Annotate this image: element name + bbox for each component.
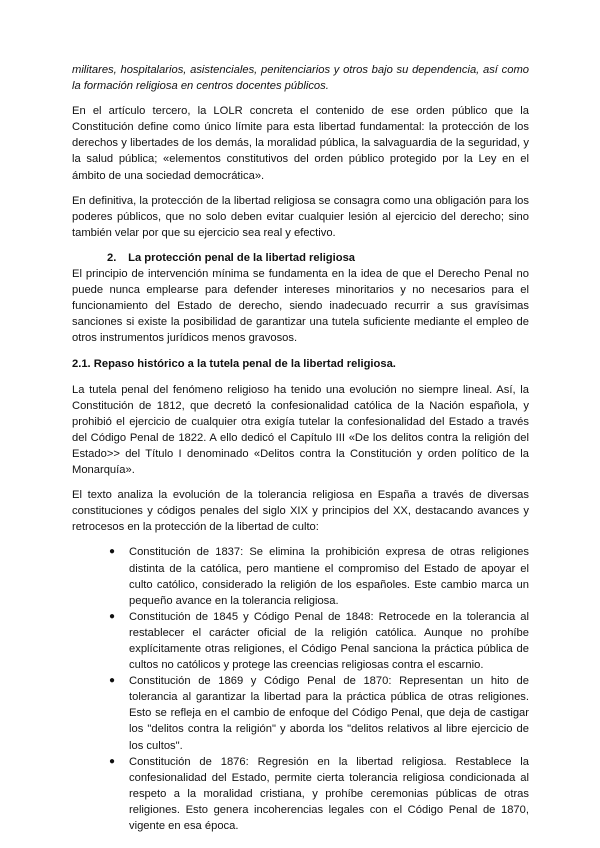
paragraph-article-three: En el artículo tercero, la LOLR concreta el contenido de ese orden público que la Constitución define como único límite para esta libertad fundamental: la protección de los derechos y libertades de los demás, la moralidad pública, la salvaguardia de la seguridad, y la salud pública; «elementos constitutivos del orden público protegido por la Ley en el ámbito de una sociedad democrática». [72, 105, 529, 182]
section-2-heading [72, 250, 529, 266]
constitution-list [72, 544, 529, 834]
section-2-paragraph: El principio de intervención mínima se fundamenta en la idea de que el Derecho Penal no puede nunca emplearse para defender intereses minoritarios y no necesarios para el funcionamiento del Estado de derecho, siendo inadecuado recurrir a sus gravísimas sanciones si existe la posibilidad de garantizar una tutela suficiente mediante el empleo de otros instrumentos jurídicos menos gravosos. [72, 268, 529, 345]
bullet-icon: ● [109, 546, 116, 558]
section-2-1-paragraph-history: La tutela penal del fenómeno religioso ha tenido una evolución no siempre lineal. Así, la Constitución de 1812, que decretó la confesionalidad católica de la Nación española, y prohibió el ejercicio de cualquier otra exigía tutelar la confesionalidad del Estado a través del Código Penal de 1822. A ello dedicó el Capítulo III «De los delitos contra la religión del Estado>> del Título I denominado «Delitos contra la Constitución y orden político de la Monarquía». [72, 383, 529, 477]
bullet-icon: ● [109, 610, 116, 622]
list-item [72, 544, 529, 608]
list-item [72, 609, 529, 673]
section-2-number: 2. [107, 251, 117, 264]
document-page [72, 62, 529, 834]
list-item-text: Constitución de 1845 y Código Penal de 1848: Retrocede en la tolerancia al restablecer el carácter oficial de la religión católica. Aunque no prohíbe explícitamente otras religiones, el Código Penal sanciona la práctica pública de cultos no católicos y protege las creencias religiosas contra el escarnio. [129, 610, 529, 672]
list-item-text: Constitución de 1876: Regresión en la libertad religiosa. Restablece la confesionalidad del Estado, permite cierta tolerancia religiosa condicionada al respeto a la moralidad cristiana, y prohíbe ceremonias públicas de otras religiones. Esto genera incoherencias legales con el Código Penal de 1870, vigente en esa época. [129, 755, 529, 833]
section-2-title: La protección penal de la libertad religiosa [128, 251, 356, 264]
list-item [72, 673, 529, 753]
paragraph-conclusion: En definitiva, la protección de la libertad religiosa se consagra como una obligación para los poderes públicos, que no solo deben evitar cualquier lesión al ejercicio del derecho; sino también velar por que su ejercicio sea real y efectivo. [72, 194, 529, 239]
intro-italic-paragraph: militares, hospitalarios, asistenciales, penitenciarios y otros bajo su dependencia, así como la formación religiosa en centros docentes públicos. [72, 64, 529, 93]
bullet-icon: ● [109, 755, 116, 767]
list-item-text: Constitución de 1837: Se elimina la prohibición expresa de otras religiones distinta de la católica, pero mantiene el compromiso del Estado de apoyar el culto católico, considerado la religión de los españoles. Este cambio marca un pequeño avance en la tolerancia religiosa. [129, 546, 529, 607]
list-item [72, 754, 529, 834]
section-2-1-paragraph-overview: El texto analiza la evolución de la tolerancia religiosa en España a través de diversas constituciones y códigos penales del siglo XIX y principios del XX, destacando avances y retrocesos en la protección de la libertad de culto: [72, 489, 529, 534]
list-item-text: Constitución de 1869 y Código Penal de 1870: Representan un hito de tolerancia al garantizar la libertad para la práctica pública de otras religiones. Esto se refleja en el cambio de enfoque del Código Penal, que deja de castigar los "delitos contra la religión" y aborda los "delitos relativos al libre ejercicio de los cultos". [129, 675, 529, 752]
bullet-icon: ● [109, 675, 116, 687]
section-2-1-heading: 2.1. Repaso histórico a la tutela penal de la libertad religiosa. [72, 357, 396, 370]
